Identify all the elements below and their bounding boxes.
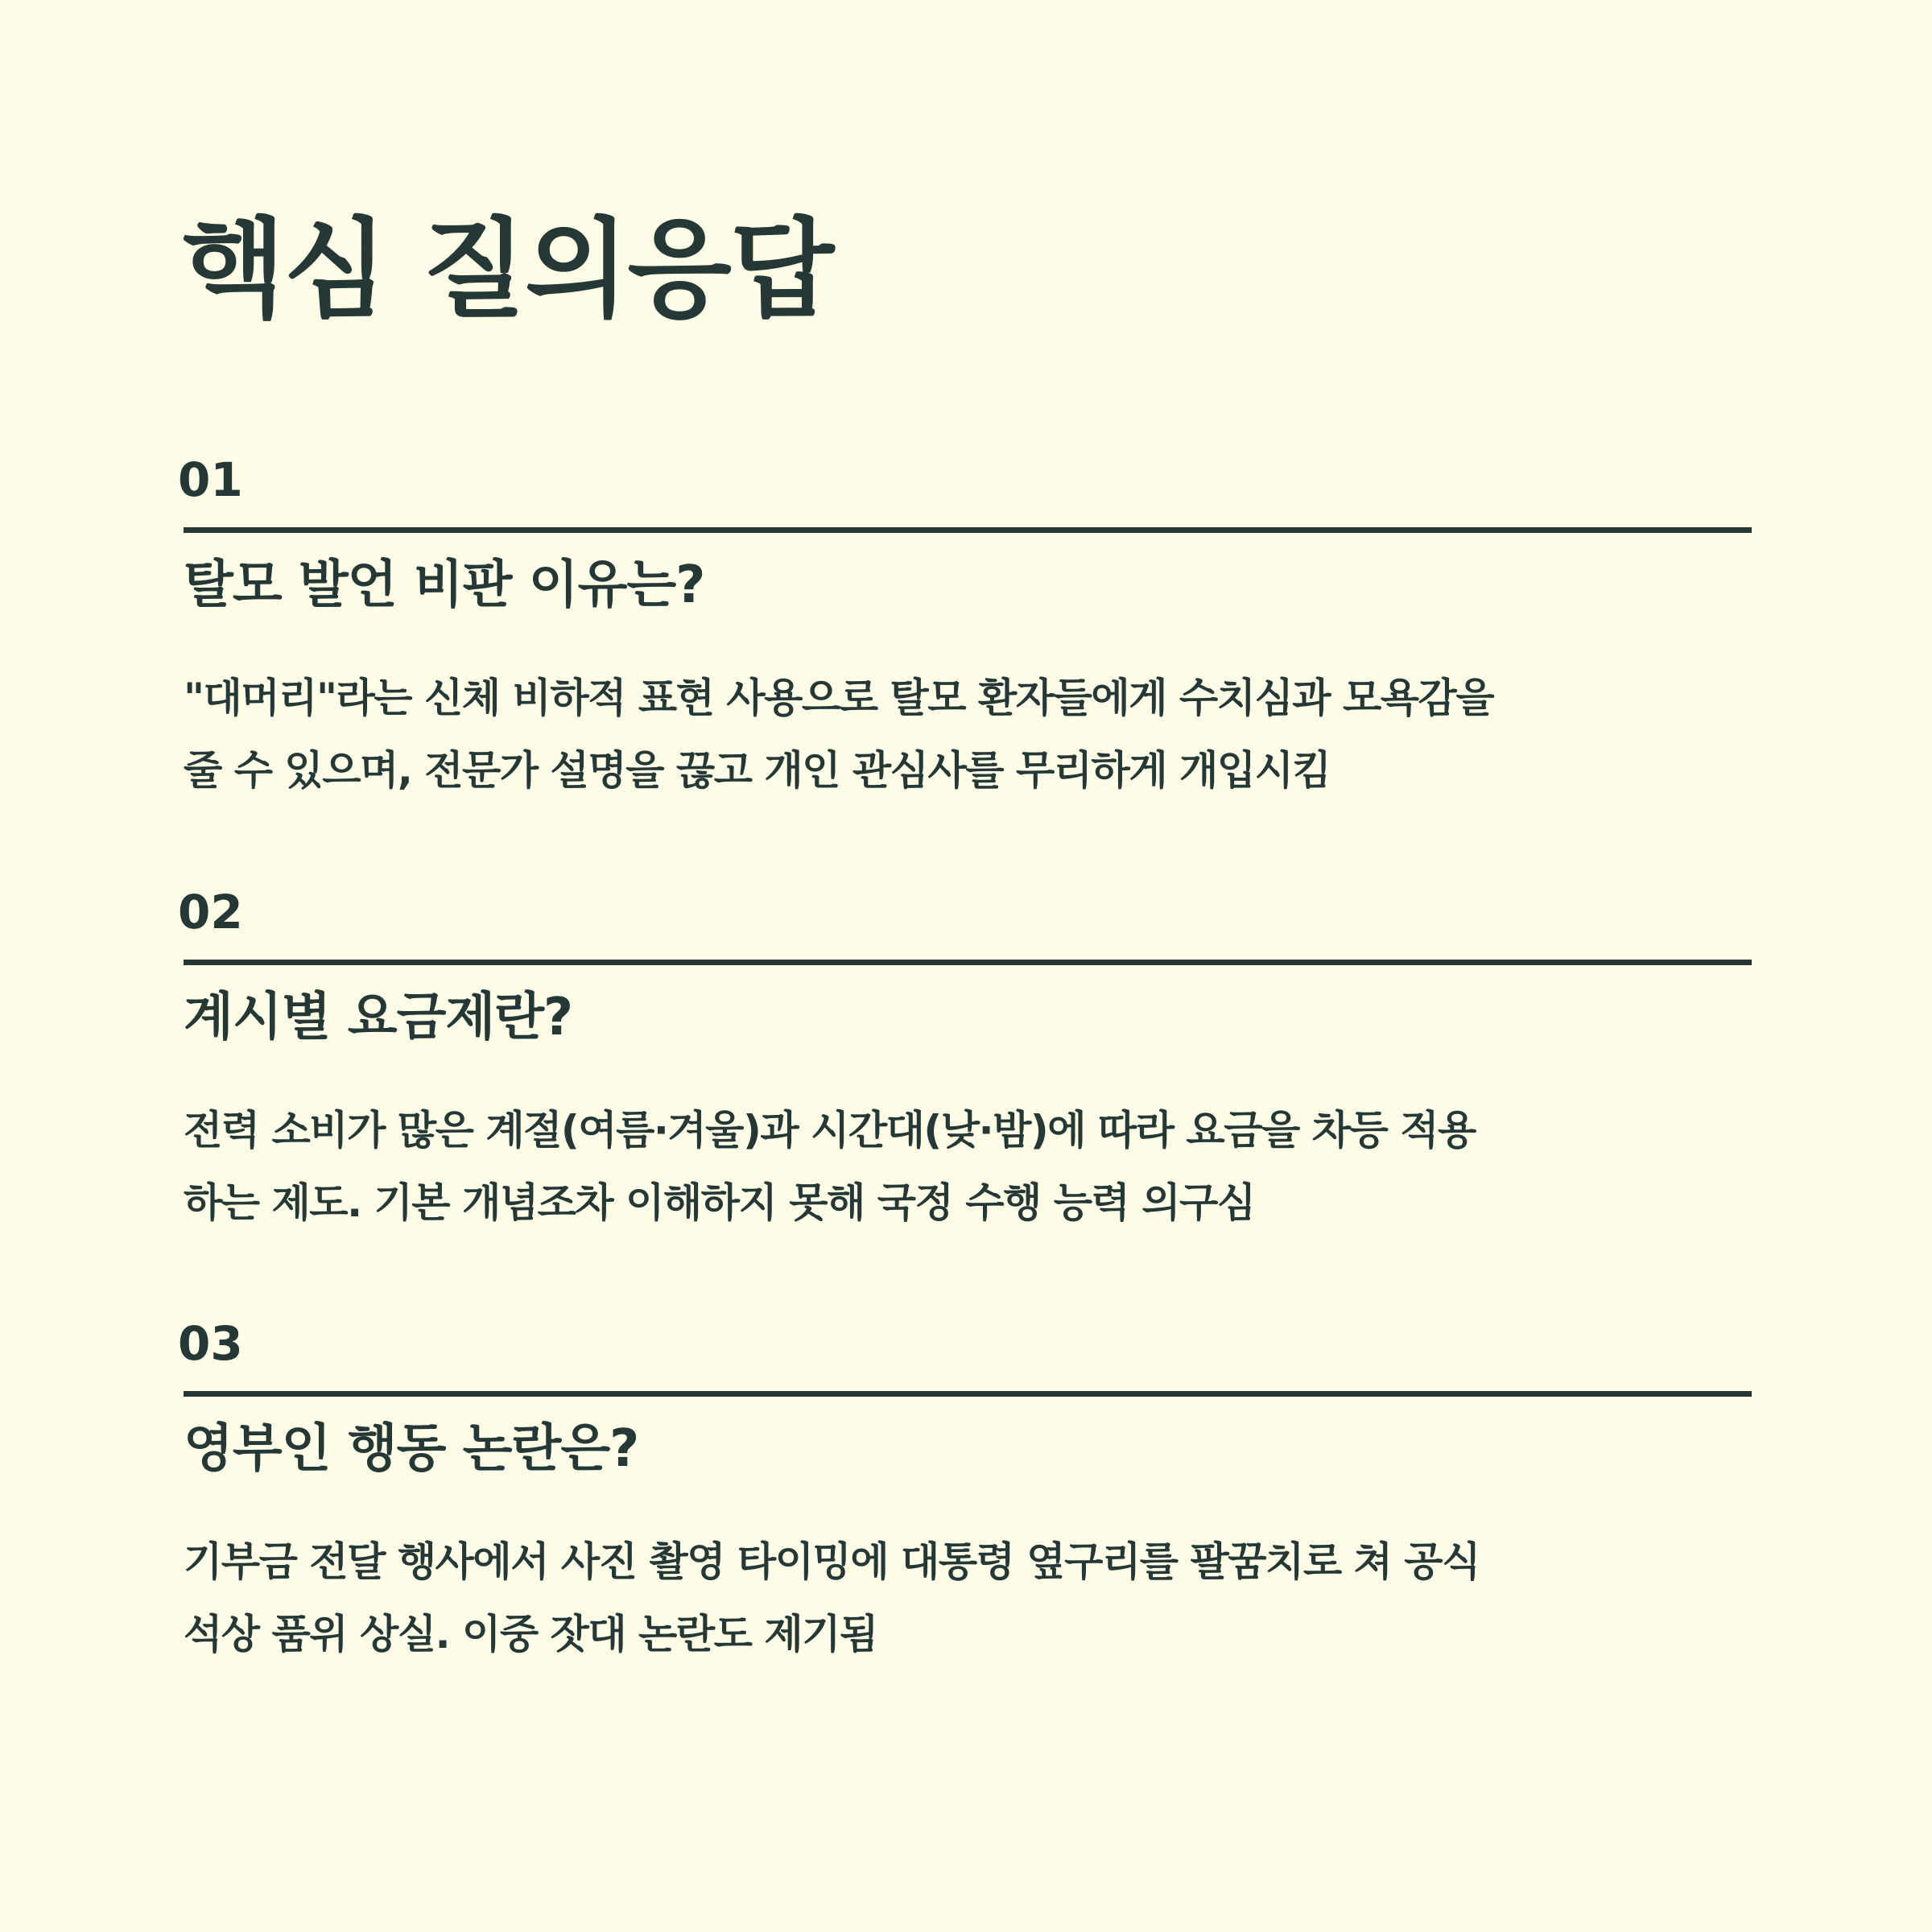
qa-answer-line: 전력 소비가 많은 계절(여름·겨울)과 시간대(낮·밤)에 따라 요금을 차등 적용	[184, 1107, 1476, 1154]
qa-answer-line: "대머리"라는 신체 비하적 표현 사용으로 탈모 환자들에게 수치심과 모욕감을	[184, 675, 1494, 721]
qa-answer-line: 줄 수 있으며, 전문가 설명을 끊고 개인 관심사를 무리하게 개입시킴	[184, 747, 1331, 794]
divider	[184, 527, 1752, 533]
qa-answer	[184, 1094, 1745, 1239]
qa-number: 03	[178, 1316, 243, 1371]
qa-number: 02	[178, 885, 243, 939]
qa-answer	[184, 662, 1745, 807]
divider	[184, 1391, 1752, 1397]
qa-question: 계시별 요금제란?	[184, 988, 573, 1047]
qa-number: 01	[178, 452, 243, 507]
divider	[184, 960, 1752, 965]
qa-answer-line: 석상 품위 상실. 이중 잣대 논란도 제기됨	[184, 1611, 877, 1657]
qa-question: 탈모 발언 비판 이유는?	[184, 555, 705, 615]
qa-answer-line: 기부금 전달 행사에서 사진 촬영 타이밍에 대통령 옆구리를 팔꿈치로 쳐 공식	[184, 1538, 1480, 1585]
qa-question: 영부인 행동 논란은?	[184, 1419, 639, 1479]
page-title: 핵심 질의응답	[181, 207, 833, 332]
qa-answer	[184, 1525, 1745, 1670]
qa-answer-line: 하는 제도. 기본 개념조차 이해하지 못해 국정 수행 능력 의구심	[184, 1179, 1255, 1226]
